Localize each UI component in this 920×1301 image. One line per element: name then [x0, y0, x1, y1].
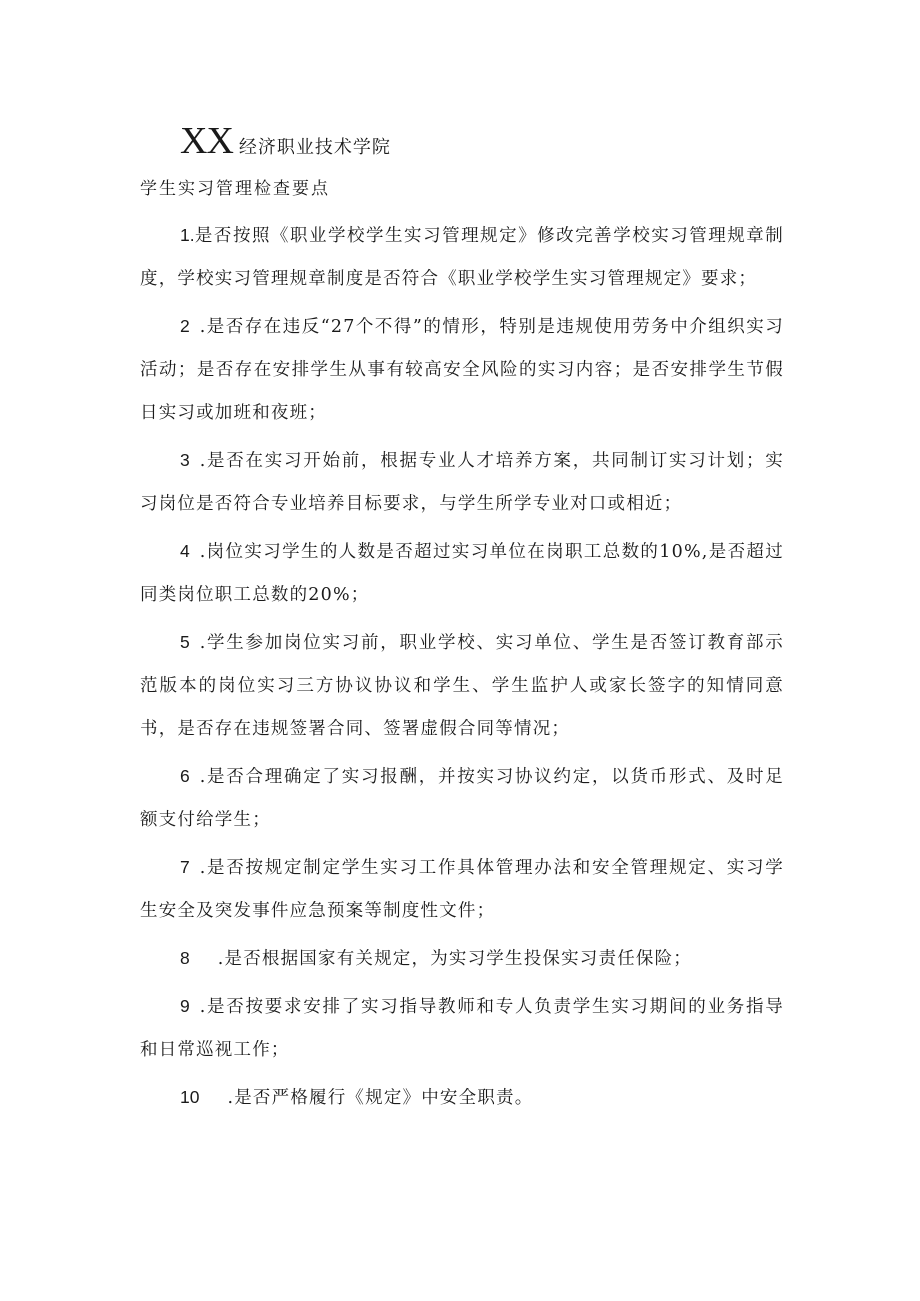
item-text: .是否根据国家有关规定，为实习学生投保实习责任保险；	[217, 949, 692, 969]
checklist-item	[140, 305, 784, 435]
checklist-item	[140, 937, 784, 981]
header-prefix: XX	[180, 120, 233, 162]
item-text: .岗位实习学生的人数是否超过实习单位在岗职工总数的10%,是否超过同类岗位职工总数的20%；	[140, 542, 784, 605]
checklist-item	[140, 621, 784, 751]
checklist-item	[140, 985, 784, 1072]
checklist-item	[140, 530, 784, 617]
checklist-item	[140, 439, 784, 526]
checklist-item	[140, 214, 784, 301]
item-text: .是否按要求安排了实习指导教师和专人负责学生实习期间的业务指导和日常巡视工作；	[140, 997, 784, 1060]
item-text: .学生参加岗位实习前，职业学校、实习单位、学生是否签订教育部示范版本的岗位实习三方协议协议和学生、学生监护人或家长签字的知情同意书，是否存在违规签署合同、签署虚假合同等情况；	[140, 633, 784, 739]
item-number: 8	[180, 948, 190, 968]
item-text: .是否合理确定了实习报酬，并按实习协议约定，以货币形式、及时足额支付给学生；	[140, 767, 784, 830]
item-number: 7	[180, 857, 190, 877]
item-text: .是否在实习开始前，根据专业人才培养方案，共同制订实习计划；实习岗位是否符合专业培养目标要求，与学生所学专业对口或相近；	[140, 451, 784, 514]
item-number: 2	[180, 316, 190, 336]
item-number: 4	[180, 541, 190, 561]
item-number: 6	[180, 766, 190, 786]
item-number: 5	[180, 632, 190, 652]
item-number: 3	[180, 450, 190, 470]
document-title: 学生实习管理检查要点	[140, 179, 330, 199]
header-institution-name: 经济职业技术学院	[238, 137, 391, 158]
checklist-item	[140, 846, 784, 933]
document-header	[180, 122, 391, 160]
checklist-item	[140, 1076, 784, 1120]
item-number: 10	[180, 1087, 200, 1107]
item-text: .是否严格履行《规定》中安全职责。	[227, 1088, 534, 1108]
checklist	[140, 214, 784, 1124]
item-number: 1.	[180, 225, 195, 245]
item-number: 9	[180, 996, 190, 1016]
item-text: .是否按规定制定学生实习工作具体管理办法和安全管理规定、实习学生安全及突发事件应急预案等制度性文件；	[140, 858, 784, 921]
item-text: 是否按照《职业学校学生实习管理规定》修改完善学校实习管理规章制度，学校实习管理规章制度是否符合《职业学校学生实习管理规定》要求；	[140, 226, 784, 289]
item-text: .是否存在违反“27个不得”的情形，特别是违规使用劳务中介组织实习活动；是否存在安排学生从事有较高安全风险的实习内容；是否安排学生节假日实习或加班和夜班；	[140, 317, 784, 423]
checklist-item	[140, 755, 784, 842]
